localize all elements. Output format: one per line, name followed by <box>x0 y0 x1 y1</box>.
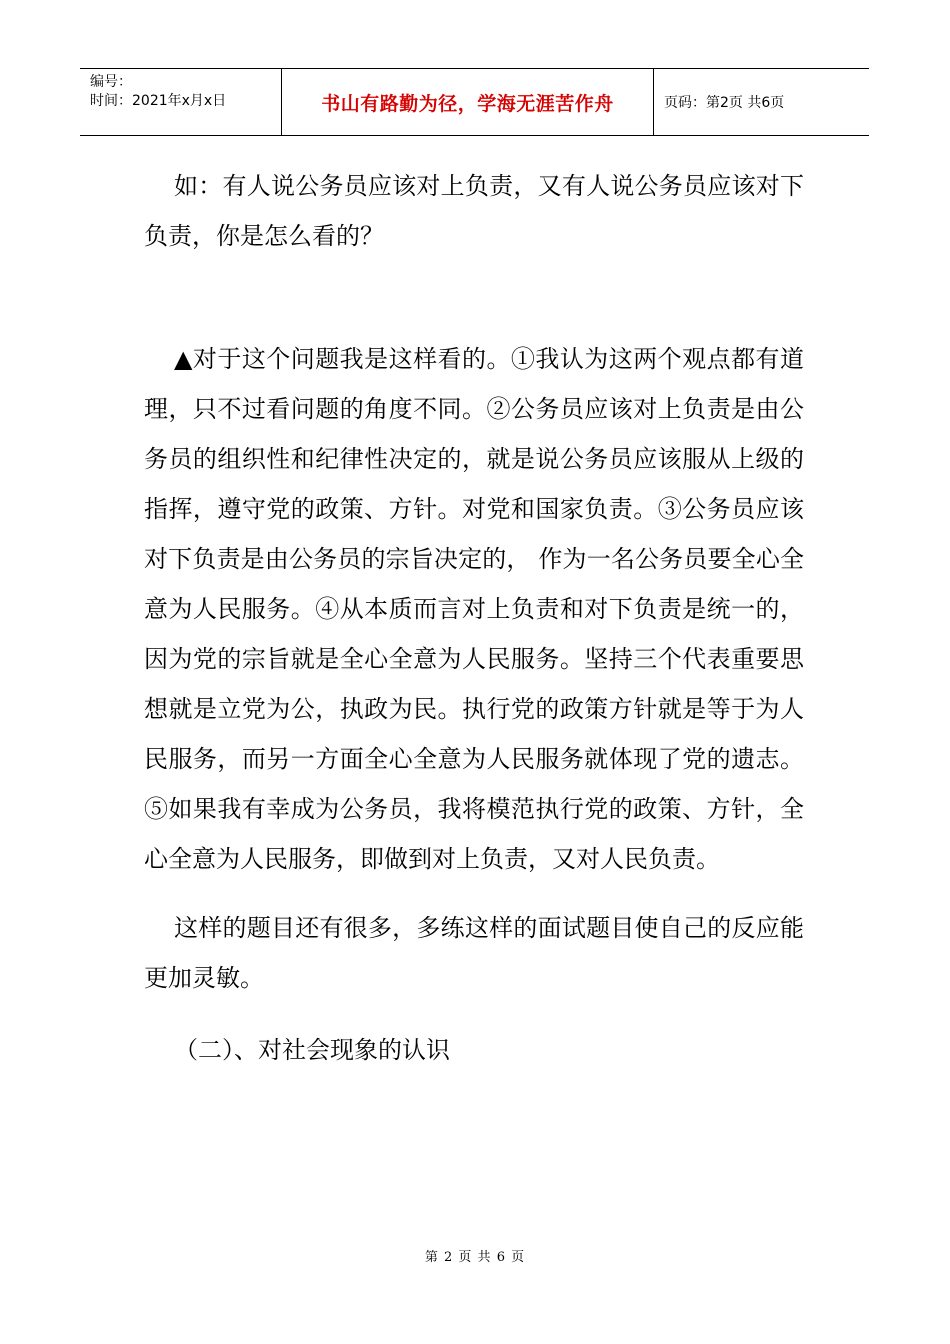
remark-paragraph: 这样的题目还有很多，多练这样的面试题目使自己的反应能更加灵敏。 <box>144 914 804 992</box>
question-paragraph: 如：有人说公务员应该对上负责，又有人说公务员应该对下负责，你是怎么看的？ <box>144 172 804 250</box>
page-footer: 第 2 页 共 6 页 <box>424 1250 526 1265</box>
number-label: 编号： <box>90 74 132 90</box>
header-page-label: 页码：第2页 共6页 <box>664 95 785 111</box>
document-body <box>144 161 804 1075</box>
header-meta <box>80 69 282 135</box>
page-header <box>80 68 869 136</box>
time-label: 时间：2021年x月x日 <box>90 93 227 109</box>
section-heading: （二）、对社会现象的认识 <box>174 1036 450 1064</box>
header-motto: 书山有路勤为径，学海无涯苦作舟 <box>282 69 654 135</box>
paragraph-spacer <box>144 884 804 903</box>
paragraph-spacer <box>144 1003 804 1025</box>
answer-paragraph: ▲对于这个问题我是这样看的。①我认为这两个观点都有道理，只不过看问题的角度不同。②公务员应该对上负责是由公务员的组织性和纪律性决定的，就是说公务员应该服从上级的指挥，遵守党的政策、方针。对党和国家负责。③公务员应该对下负责是由公务员的宗旨决定的， 作为一名公务员要全心全意为人民服务。④从本质而言对上负责和对下负责是统一的，因为党的宗旨就是全心全意为人民服务。坚持三个代表重要思想就是立党为公，执政为民。执行党的政策方针就是等于为人民服务，而另一方面全心全意为人民服务就体现了党的遗志。⑤如果我有幸成为公务员，我将模范执行党的政策、方针，全心全意为人民服务，即做到对上负责，又对人民负责。 <box>144 345 804 873</box>
paragraph-spacer <box>144 261 804 334</box>
